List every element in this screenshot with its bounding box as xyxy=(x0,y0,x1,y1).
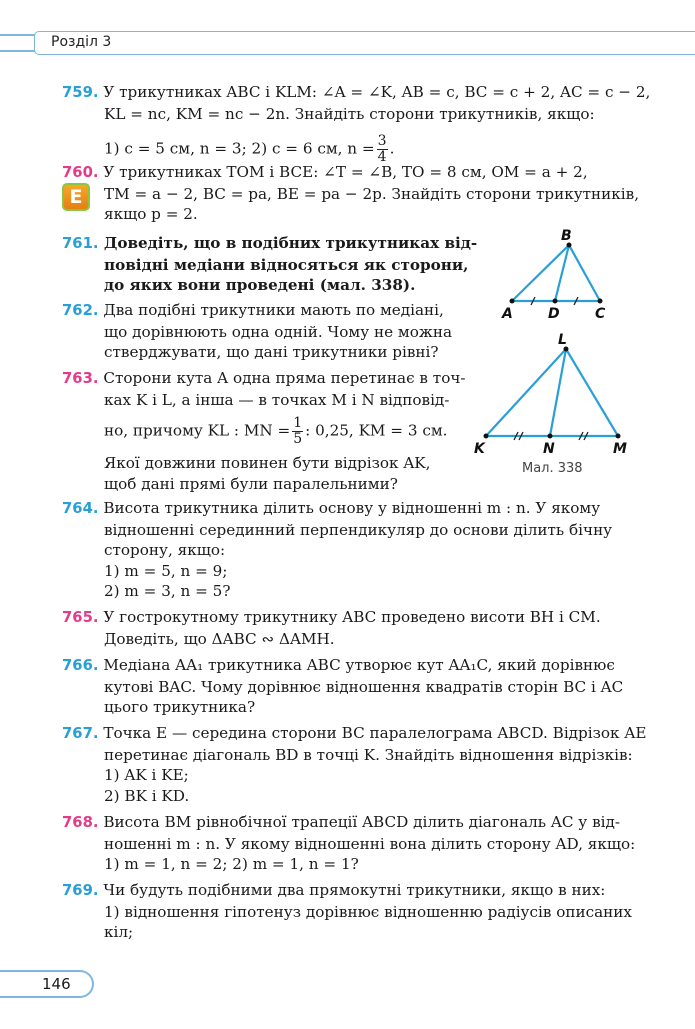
problem-text: KL = nc, KM = nc − 2n. Знайдіть сторони трикутників, якщо: xyxy=(104,104,595,123)
problem-text: щоб дані прямі були паралельними? xyxy=(104,474,398,493)
problem-text: якщо p = 2. xyxy=(104,205,198,223)
label-k: K xyxy=(474,441,485,457)
problem-766 xyxy=(62,655,642,718)
problem-text: 1) m = 1, n = 2; 2) m = 1, n = 1? xyxy=(104,855,359,873)
problem-text: Висота BM рівнобічної трапеції ABCD ділить діагональ AC у від- xyxy=(103,813,620,831)
problem-text: Чи будуть подібними два прямокутні трикутники, якщо в них: xyxy=(103,881,606,899)
problem-text: но, причому KL : MN = xyxy=(104,421,291,440)
point-a xyxy=(510,299,515,304)
point-c xyxy=(598,299,603,304)
problem-number: 769. xyxy=(62,882,99,899)
problem-762 xyxy=(62,300,462,363)
problem-text: TM = a − 2, BC = pa, BE = pa − 2p. Знайдіть сторони трикутників, xyxy=(104,184,640,203)
problem-text: цього трикутника? xyxy=(104,698,256,716)
segment-lm xyxy=(566,349,618,436)
figure-338 xyxy=(468,226,658,476)
problem-number: 760. xyxy=(62,164,99,181)
problem-768 xyxy=(62,812,642,875)
problem-text: У гострокутному трикутнику ABC проведено висоти BH і CM. xyxy=(103,608,601,626)
problem-text: до яких вони проведені (мал. 338). xyxy=(104,276,416,294)
problem-number: 763. xyxy=(62,370,99,387)
problem-text: ках K і L, а інша — в точках M і N відповід- xyxy=(104,390,450,409)
section-header xyxy=(0,31,695,55)
problem-text: що дорівнюють одна одній. Чому не можна xyxy=(104,322,453,341)
problem-text: Доведіть, що в подібних трикутниках від- xyxy=(103,234,478,252)
problem-text: У трикутниках ABC і KLM: ∠A = ∠K, AB = c, BC = c + 2, AC = c − 2, xyxy=(103,83,651,101)
page-number: 146 xyxy=(42,975,71,993)
figure-caption: Мал. 338 xyxy=(522,461,583,476)
segment-kl xyxy=(486,349,566,436)
fraction: $\frac{3}{4}$ xyxy=(377,133,387,165)
label-m: M xyxy=(613,441,627,457)
problem-text: відношенні серединний перпендикуляр до основи ділить бічну xyxy=(104,520,613,539)
problem-text: Два подібні трикутники мають по медіані, xyxy=(103,301,444,319)
problem-text: Сторони кута A одна пряма перетинає в точ- xyxy=(103,369,466,387)
problem-text: стверджувати, що дані трикутники рівні? xyxy=(104,343,439,361)
label-a: A xyxy=(502,306,513,322)
problem-767 xyxy=(62,723,647,806)
problem-759: 759. У трикутниках ABC і KLM: ∠A = ∠K, AB = c, BC = c + 2, AC = c − 2, KL = nc, KM = nc − 2n. Знайдіть сторони трикутників, якщо: 1) c = 5 см, n = 3; 2) c = 6 см, n = $\frac{3}{4}$ . xyxy=(62,83,651,165)
point-d xyxy=(553,299,558,304)
problem-text: 1) m = 5, n = 9; xyxy=(104,561,228,580)
problem-761 xyxy=(62,233,478,296)
problem-number: 764. xyxy=(62,500,99,517)
problem-number: 766. xyxy=(62,657,99,674)
problem-763: 763. Сторони кута A одна пряма перетинає в точ- ках K і L, а інша — в точках M і N відповід- но, причому KL : MN = $\frac{1}{5}$ : 0,25, KM = 3 см. Якої довжини повинен бути відрізок AK, щоб дані прямі були паралельними? xyxy=(62,369,466,493)
problem-text: кутові BAC. Чому дорівнює відношення квадратів сторін BC і AC xyxy=(104,677,624,696)
label-n: N xyxy=(543,441,555,457)
problem-text: перетинає діагональ BD в точці K. Знайдіть відношення відрізків: xyxy=(104,745,633,764)
problem-text: сторону, якщо: xyxy=(104,541,226,559)
problem-text: Медіана AA₁ трикутника ABC утворює кут AA₁C, який дорівнює xyxy=(103,656,615,674)
label-c: C xyxy=(595,306,606,322)
problem-text: кіл; xyxy=(104,923,134,941)
problem-text: ношенні m : n. У якому відношенні вона ділить сторону AD, якщо: xyxy=(104,834,636,853)
problem-765 xyxy=(62,607,642,649)
section-title: Розділ 3 xyxy=(51,34,112,50)
level-e-badge: E xyxy=(62,183,90,211)
header-tab xyxy=(34,31,695,55)
label-l: L xyxy=(558,332,567,348)
problem-number: 762. xyxy=(62,302,99,319)
problem-text: Точка E — середина сторони BC паралелограма ABCD. Відрізок AE xyxy=(103,724,647,742)
label-d: D xyxy=(548,306,560,322)
problem-number: 759. xyxy=(62,84,99,101)
problem-text: Висота трикутника ділить основу у відношенні m : n. У якому xyxy=(103,499,601,517)
problem-number: 767. xyxy=(62,725,99,742)
point-k xyxy=(484,434,489,439)
problem-number: 768. xyxy=(62,814,99,831)
point-n xyxy=(548,434,553,439)
problem-760 xyxy=(62,162,642,225)
problem-number: 761. xyxy=(62,235,99,252)
problem-764 xyxy=(62,498,642,602)
segment-bc xyxy=(569,245,600,301)
problem-text: 2) BK і KD. xyxy=(104,786,190,805)
problem-text: повідні медіани відносяться як сторони, xyxy=(104,255,469,274)
segment-ab xyxy=(512,245,569,301)
problem-text: 1) AK і KE; xyxy=(104,766,189,784)
problem-text: Якої довжини повинен бути відрізок AK, xyxy=(104,454,431,472)
page-number-tab xyxy=(0,970,94,998)
problem-text: 1) c = 5 см, n = 3; 2) c = 6 см, n = xyxy=(104,139,375,158)
problem-text: Доведіть, що ΔABC ∾ ΔAMH. xyxy=(104,629,335,648)
point-m xyxy=(616,434,621,439)
label-b: B xyxy=(561,228,572,244)
problem-769 xyxy=(62,880,642,943)
fraction: $\frac{1}{5}$ xyxy=(293,415,303,447)
problem-text: 1) відношення гіпотенуз дорівнює відношенню радіусів описаних xyxy=(104,902,632,921)
median-ln xyxy=(550,349,566,436)
problem-text: 2) m = 3, n = 5? xyxy=(104,582,231,600)
problem-number: 765. xyxy=(62,609,99,626)
problem-text: У трикутниках TOM і BCE: ∠T = ∠B, TO = 8 см, OM = a + 2, xyxy=(103,163,588,181)
